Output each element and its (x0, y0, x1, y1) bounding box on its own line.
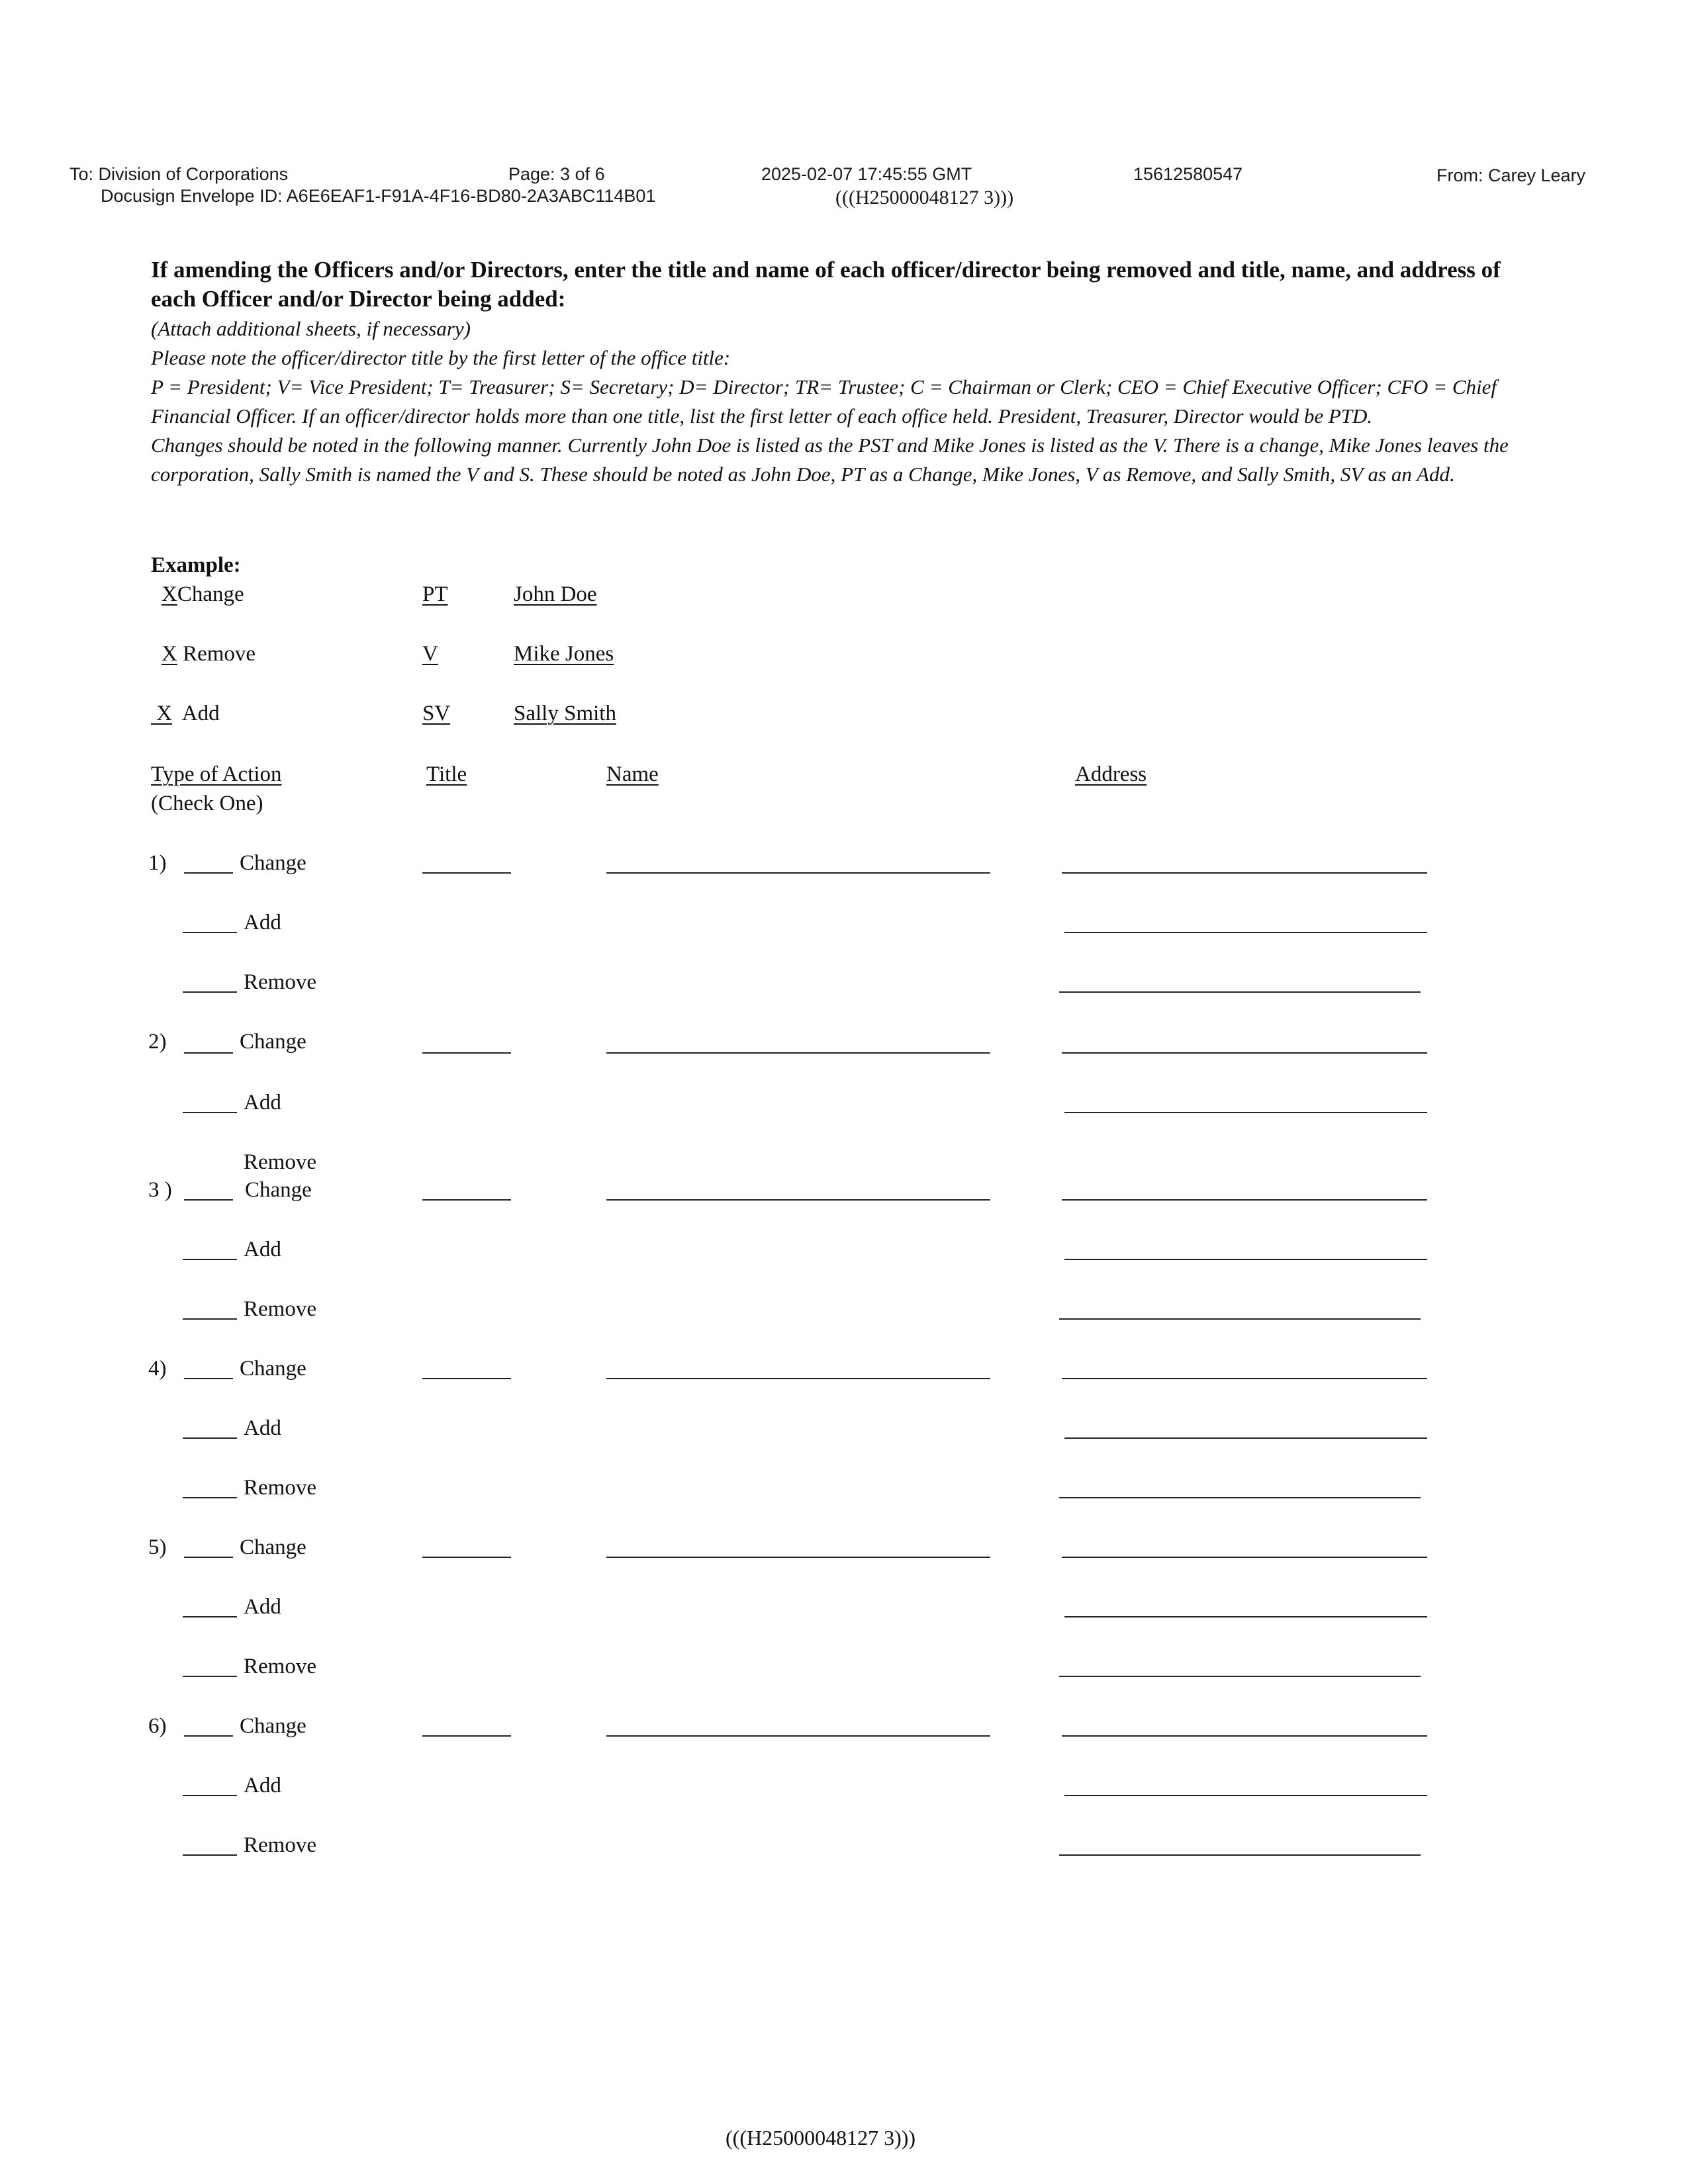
example-action: Remove (183, 642, 256, 666)
change-check-blank[interactable] (184, 872, 233, 874)
example-action: Add (181, 702, 220, 725)
change-check-blank[interactable] (184, 1052, 233, 1054)
add-label: Add (244, 1416, 281, 1440)
example-mark: X (156, 702, 173, 725)
title-field[interactable] (422, 1378, 511, 1379)
title-field[interactable] (422, 872, 511, 874)
add-check-blank[interactable] (183, 1795, 237, 1796)
address-field[interactable] (1062, 1052, 1427, 1054)
fax-from: From: Carey Leary (1436, 165, 1586, 185)
column-address: Address (1075, 762, 1147, 786)
example-mark: X (162, 642, 177, 666)
remove-check-blank[interactable] (183, 991, 237, 993)
example-row-remove (162, 642, 256, 666)
add-check-blank[interactable] (183, 1112, 237, 1113)
example-name: Sally Smith (514, 702, 616, 725)
add-label: Add (244, 1091, 281, 1115)
fax-phone: 15612580547 (1133, 164, 1243, 184)
address-field[interactable] (1064, 932, 1427, 933)
entry-number: 2) (148, 1030, 167, 1054)
change-label: Change (240, 1030, 306, 1054)
address-field[interactable] (1064, 1616, 1427, 1617)
address-field[interactable] (1064, 1437, 1427, 1439)
column-name: Name (606, 762, 659, 786)
address-field[interactable] (1059, 1676, 1421, 1677)
title-field[interactable] (422, 1735, 511, 1737)
change-label: Change (240, 1357, 306, 1381)
instruction-title-key: P = President; V= Vice President; T= Treasurer; S= Secretary; D= Director; TR= Trustee; C = Chairman or Clerk; CEO = Chief Executive Officer; CFO = Chief Financial Officer. If an officer/director holds more than one title, list the first letter of each office held. President, Treasurer, Director would be PTD. (151, 375, 1497, 428)
remove-label: Remove (244, 1655, 316, 1678)
change-label: Change (240, 851, 306, 875)
name-field[interactable] (606, 1557, 990, 1558)
name-field[interactable] (606, 872, 990, 874)
example-mark: X (162, 582, 177, 606)
change-check-blank[interactable] (184, 1557, 233, 1558)
remove-check-blank[interactable] (183, 1854, 237, 1856)
example-label: Example: (151, 553, 241, 577)
address-field[interactable] (1064, 1795, 1427, 1796)
title-field[interactable] (422, 1557, 511, 1558)
example-action: Change (177, 582, 244, 606)
document-code-bottom: (((H25000048127 3))) (726, 2126, 916, 2150)
add-check-blank[interactable] (183, 932, 237, 933)
name-field[interactable] (606, 1735, 990, 1737)
column-title: Title (426, 762, 467, 786)
instruction-note: Please note the officer/director title by the first letter of the office title: (151, 346, 731, 369)
entry-number: 1) (148, 851, 167, 875)
add-label: Add (244, 911, 281, 934)
name-field[interactable] (606, 1199, 990, 1201)
add-check-blank[interactable] (183, 1437, 237, 1439)
entry-number: 6) (148, 1714, 167, 1738)
add-check-blank[interactable] (183, 1616, 237, 1617)
address-field[interactable] (1062, 1199, 1427, 1201)
address-field[interactable] (1064, 1259, 1427, 1260)
address-field[interactable] (1062, 1378, 1427, 1379)
address-field[interactable] (1062, 1557, 1427, 1558)
envelope-id: Docusign Envelope ID: A6E6EAF1-F91A-4F16-BD80-2A3ABC114B01 (101, 186, 656, 206)
add-label: Add (244, 1774, 281, 1797)
section-heading: If amending the Officers and/or Directors, enter the title and name of each officer/director being removed and title, name, and address of each Officer and/or Director being added: (151, 257, 1501, 312)
example-row-change (162, 582, 244, 607)
example-name: John Doe (514, 582, 597, 606)
entry-number: 5) (148, 1535, 167, 1559)
remove-check-blank[interactable] (183, 1318, 237, 1320)
change-check-blank[interactable] (184, 1735, 233, 1737)
address-field[interactable] (1059, 1854, 1421, 1856)
example-name: Mike Jones (514, 642, 614, 666)
column-type-of-action: Type of Action (151, 762, 282, 786)
change-label: Change (240, 1714, 306, 1738)
fax-datetime: 2025-02-07 17:45:55 GMT (761, 164, 972, 184)
name-field[interactable] (606, 1378, 990, 1379)
add-check-blank[interactable] (183, 1259, 237, 1260)
change-check-blank[interactable] (184, 1199, 233, 1201)
address-field[interactable] (1059, 1497, 1421, 1498)
address-field[interactable] (1062, 1735, 1427, 1737)
address-field[interactable] (1059, 991, 1421, 993)
remove-label: Remove (244, 1150, 316, 1174)
address-field[interactable] (1064, 1112, 1427, 1113)
document-code-top: (((H25000048127 3))) (835, 187, 1014, 208)
instruction-changes: Changes should be noted in the following manner. Currently John Doe is listed as the PST and Mike Jones is listed as the V. There is a change, Mike Jones leaves the corporation, Sally Smith is named the V and S. These should be noted as John Doe, PT as a Change, Mike Jones, V as Remove, and Sally Smith, SV as an Add. (151, 433, 1509, 486)
address-field[interactable] (1062, 872, 1427, 874)
column-check-one: (Check One) (151, 792, 263, 815)
example-title: SV (422, 702, 451, 725)
example-title: V (422, 642, 438, 666)
change-label: Change (240, 1535, 306, 1559)
name-field[interactable] (606, 1052, 990, 1054)
fax-to: To: Division of Corporations (70, 164, 289, 184)
remove-check-blank[interactable] (183, 1497, 237, 1498)
fax-page: Page: 3 of 6 (508, 164, 605, 184)
entry-number: 3 ) (148, 1178, 172, 1202)
address-field[interactable] (1059, 1318, 1421, 1320)
example-title: PT (422, 582, 448, 606)
remove-check-blank[interactable] (183, 1676, 237, 1677)
instruction-attach: (Attach additional sheets, if necessary) (151, 317, 471, 340)
add-label: Add (244, 1238, 281, 1261)
change-label: Change (245, 1178, 312, 1202)
remove-label: Remove (244, 1297, 316, 1321)
remove-label: Remove (244, 1476, 316, 1500)
instructions (151, 314, 1541, 489)
change-check-blank[interactable] (184, 1378, 233, 1379)
title-field[interactable] (422, 1052, 511, 1054)
example-row-add (151, 702, 220, 726)
title-field[interactable] (422, 1199, 511, 1201)
remove-label: Remove (244, 970, 316, 994)
add-label: Add (244, 1595, 281, 1619)
entry-number: 4) (148, 1357, 167, 1381)
remove-label: Remove (244, 1833, 316, 1857)
